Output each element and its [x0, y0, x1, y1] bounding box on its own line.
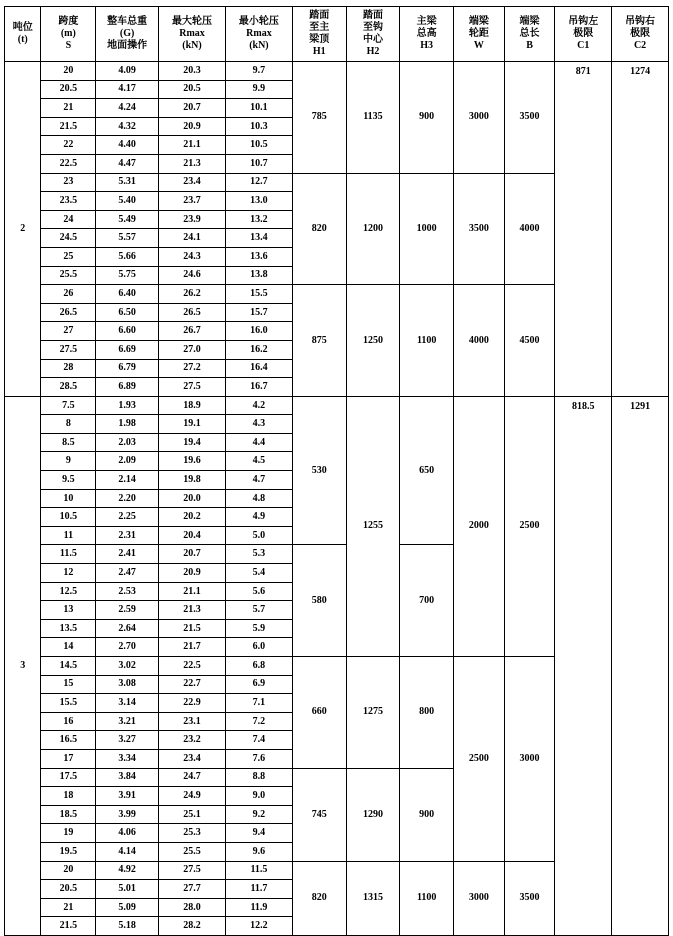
cell-g: 2.14 [96, 471, 159, 490]
cell-rmax: 25.3 [159, 824, 226, 843]
cell-c2: 1291 [612, 396, 669, 935]
cell-span: 22 [41, 136, 96, 155]
column-header-line: 极限 [573, 28, 594, 40]
cell-h3: 1100 [400, 285, 454, 397]
cell-g: 3.84 [96, 768, 159, 787]
cell-h2: 1290 [346, 768, 400, 861]
cell-rmax: 20.9 [159, 564, 226, 583]
cell-g: 3.21 [96, 712, 159, 731]
cell-b: 2500 [504, 396, 555, 656]
cell-span: 26.5 [41, 303, 96, 322]
cell-h3: 1100 [400, 861, 454, 935]
cell-g: 6.79 [96, 359, 159, 378]
cell-rmax: 19.6 [159, 452, 226, 471]
cell-g: 5.49 [96, 210, 159, 229]
column-header-line: 中心 [362, 34, 383, 45]
cell-h3: 900 [400, 768, 454, 861]
cell-span: 18 [41, 787, 96, 806]
cell-span: 13 [41, 601, 96, 620]
cell-h1: 875 [292, 285, 346, 397]
cell-rmin: 13.8 [225, 266, 292, 285]
table-header-row [5, 7, 669, 62]
cell-rmin: 13.2 [225, 210, 292, 229]
cell-span: 16 [41, 712, 96, 731]
cell-rmax: 23.7 [159, 192, 226, 211]
cell-span: 25.5 [41, 266, 96, 285]
cell-rmin: 4.8 [225, 489, 292, 508]
cell-rmax: 22.5 [159, 657, 226, 676]
cell-rmin: 4.4 [225, 433, 292, 452]
table-body [5, 62, 669, 936]
tonnage-cell: 3 [5, 396, 41, 935]
cell-rmax: 21.5 [159, 619, 226, 638]
cell-rmin: 12.2 [225, 917, 292, 936]
cell-rmax: 23.4 [159, 173, 226, 192]
cell-g: 2.64 [96, 619, 159, 638]
cell-span: 23 [41, 173, 96, 192]
column-header-line: 踏面 [362, 10, 383, 22]
cell-c1: 818.5 [555, 396, 612, 935]
column-header-line: C2 [633, 39, 647, 51]
cell-span: 15 [41, 675, 96, 694]
cell-rmax: 27.0 [159, 340, 226, 359]
cell-rmax: 21.3 [159, 601, 226, 620]
cell-rmin: 5.3 [225, 545, 292, 564]
cell-g: 3.02 [96, 657, 159, 676]
cell-rmax: 21.3 [159, 154, 226, 173]
cell-rmax: 22.7 [159, 675, 226, 694]
cell-w: 4000 [454, 285, 505, 397]
cell-rmax: 19.8 [159, 471, 226, 490]
column-header-line: S [65, 39, 72, 51]
cell-rmax: 23.9 [159, 210, 226, 229]
cell-g: 5.31 [96, 173, 159, 192]
cell-span: 28.5 [41, 378, 96, 397]
cell-rmin: 5.7 [225, 601, 292, 620]
column-header-rmin [225, 7, 292, 62]
column-header-line: 总高 [416, 28, 437, 40]
cell-g: 3.91 [96, 787, 159, 806]
cell-g: 2.20 [96, 489, 159, 508]
cell-w: 2500 [454, 657, 505, 862]
cell-span: 15.5 [41, 694, 96, 713]
cell-rmax: 21.7 [159, 638, 226, 657]
cell-rmin: 13.4 [225, 229, 292, 248]
cell-h2: 1135 [346, 62, 400, 174]
cell-g: 3.99 [96, 805, 159, 824]
column-header-line: H3 [420, 39, 434, 51]
cell-rmin: 7.6 [225, 749, 292, 768]
cell-g: 2.09 [96, 452, 159, 471]
cell-g: 2.53 [96, 582, 159, 601]
cell-rmin: 11.9 [225, 898, 292, 917]
column-header-line: 端梁 [468, 16, 489, 28]
cell-rmin: 11.7 [225, 880, 292, 899]
cell-rmin: 4.2 [225, 396, 292, 415]
cell-rmax: 20.2 [159, 508, 226, 527]
crane-spec-table [4, 6, 669, 936]
cell-rmax: 24.6 [159, 266, 226, 285]
column-header-rmax [159, 7, 226, 62]
cell-g: 4.32 [96, 117, 159, 136]
cell-rmin: 11.5 [225, 861, 292, 880]
cell-span: 20.5 [41, 880, 96, 899]
cell-span: 24.5 [41, 229, 96, 248]
cell-rmin: 7.2 [225, 712, 292, 731]
cell-g: 4.24 [96, 99, 159, 118]
cell-h1: 530 [292, 396, 346, 545]
cell-rmin: 9.4 [225, 824, 292, 843]
cell-rmin: 16.2 [225, 340, 292, 359]
cell-rmax: 19.4 [159, 433, 226, 452]
cell-rmax: 25.5 [159, 842, 226, 861]
cell-rmax: 23.2 [159, 731, 226, 750]
column-header-line: W [473, 39, 484, 51]
table-row [5, 396, 669, 415]
cell-rmax: 25.1 [159, 805, 226, 824]
cell-span: 11.5 [41, 545, 96, 564]
cell-g: 5.57 [96, 229, 159, 248]
tonnage-cell: 2 [5, 62, 41, 397]
cell-rmax: 23.1 [159, 712, 226, 731]
column-header-line: 主梁 [416, 16, 437, 28]
cell-rmin: 15.7 [225, 303, 292, 322]
cell-span: 9 [41, 452, 96, 471]
cell-rmax: 20.7 [159, 545, 226, 564]
cell-span: 19 [41, 824, 96, 843]
cell-w: 3500 [454, 173, 505, 285]
column-header-b [504, 7, 555, 62]
column-header-line: 吊钩右 [625, 16, 656, 28]
cell-g: 3.08 [96, 675, 159, 694]
cell-span: 18.5 [41, 805, 96, 824]
column-header-line: 踏面 [309, 10, 330, 22]
cell-rmax: 24.7 [159, 768, 226, 787]
cell-span: 26 [41, 285, 96, 304]
column-header-line: B [526, 39, 533, 51]
cell-rmax: 19.1 [159, 415, 226, 434]
cell-rmin: 10.5 [225, 136, 292, 155]
cell-span: 11 [41, 526, 96, 545]
cell-span: 24 [41, 210, 96, 229]
cell-g: 6.60 [96, 322, 159, 341]
cell-rmin: 9.9 [225, 80, 292, 99]
cell-rmax: 27.5 [159, 378, 226, 397]
cell-rmin: 6.0 [225, 638, 292, 657]
cell-rmax: 26.5 [159, 303, 226, 322]
cell-rmax: 20.9 [159, 117, 226, 136]
column-header-w [454, 7, 505, 62]
cell-span: 27.5 [41, 340, 96, 359]
cell-span: 16.5 [41, 731, 96, 750]
cell-h3: 650 [400, 396, 454, 545]
cell-g: 4.09 [96, 62, 159, 81]
cell-span: 21 [41, 99, 96, 118]
cell-g: 2.31 [96, 526, 159, 545]
cell-rmax: 26.2 [159, 285, 226, 304]
cell-rmax: 20.3 [159, 62, 226, 81]
cell-g: 2.41 [96, 545, 159, 564]
cell-span: 17.5 [41, 768, 96, 787]
cell-span: 10 [41, 489, 96, 508]
cell-rmin: 5.4 [225, 564, 292, 583]
column-header-line: 梁顶 [309, 34, 330, 45]
cell-span: 8 [41, 415, 96, 434]
cell-h1: 820 [292, 173, 346, 285]
cell-h1: 820 [292, 861, 346, 935]
table-header [5, 7, 669, 62]
cell-rmax: 28.0 [159, 898, 226, 917]
cell-g: 3.27 [96, 731, 159, 750]
cell-rmax: 23.4 [159, 749, 226, 768]
cell-h3: 1000 [400, 173, 454, 285]
cell-h2: 1255 [346, 396, 400, 656]
column-header-h3 [400, 7, 454, 62]
cell-rmin: 9.0 [225, 787, 292, 806]
cell-rmin: 12.7 [225, 173, 292, 192]
column-header-line: (m) [60, 28, 76, 40]
cell-rmax: 24.3 [159, 247, 226, 266]
cell-g: 3.34 [96, 749, 159, 768]
cell-span: 19.5 [41, 842, 96, 861]
cell-span: 12 [41, 564, 96, 583]
cell-rmin: 7.1 [225, 694, 292, 713]
cell-w: 3000 [454, 861, 505, 935]
cell-span: 9.5 [41, 471, 96, 490]
column-header-line: 极限 [630, 28, 651, 40]
cell-g: 6.89 [96, 378, 159, 397]
cell-rmin: 4.9 [225, 508, 292, 527]
cell-span: 17 [41, 749, 96, 768]
column-header-line: H1 [312, 45, 326, 57]
cell-h1: 660 [292, 657, 346, 769]
cell-h2: 1250 [346, 285, 400, 397]
cell-rmin: 4.3 [225, 415, 292, 434]
column-header-c1 [555, 7, 612, 62]
cell-rmin: 5.6 [225, 582, 292, 601]
cell-g: 4.47 [96, 154, 159, 173]
cell-rmax: 21.1 [159, 136, 226, 155]
cell-rmax: 21.1 [159, 582, 226, 601]
cell-g: 1.98 [96, 415, 159, 434]
cell-h1: 580 [292, 545, 346, 657]
column-header-span [41, 7, 96, 62]
cell-span: 10.5 [41, 508, 96, 527]
cell-g: 5.40 [96, 192, 159, 211]
cell-span: 14 [41, 638, 96, 657]
cell-h3: 900 [400, 62, 454, 174]
cell-g: 2.25 [96, 508, 159, 527]
cell-g: 2.47 [96, 564, 159, 583]
column-header-line: 最大轮压 [172, 16, 213, 28]
cell-rmin: 9.7 [225, 62, 292, 81]
cell-g: 2.70 [96, 638, 159, 657]
cell-rmin: 13.0 [225, 192, 292, 211]
cell-span: 8.5 [41, 433, 96, 452]
column-header-line: 吨位 [12, 22, 33, 34]
cell-g: 4.14 [96, 842, 159, 861]
column-header-line: (t) [17, 34, 28, 45]
cell-rmax: 27.7 [159, 880, 226, 899]
cell-g: 6.69 [96, 340, 159, 359]
cell-g: 4.40 [96, 136, 159, 155]
column-header-line: (G) [119, 28, 135, 40]
column-header-total_weight [96, 7, 159, 62]
cell-rmax: 22.9 [159, 694, 226, 713]
cell-span: 21.5 [41, 917, 96, 936]
cell-b: 3000 [504, 657, 555, 862]
cell-span: 21 [41, 898, 96, 917]
cell-rmin: 9.2 [225, 805, 292, 824]
cell-rmax: 28.2 [159, 917, 226, 936]
cell-g: 5.75 [96, 266, 159, 285]
cell-rmax: 20.4 [159, 526, 226, 545]
cell-g: 4.92 [96, 861, 159, 880]
column-header-line: Rmax [179, 28, 205, 40]
column-header-line: 最小轮压 [238, 16, 279, 28]
cell-g: 4.06 [96, 824, 159, 843]
cell-b: 3500 [504, 861, 555, 935]
cell-rmax: 20.7 [159, 99, 226, 118]
cell-h2: 1315 [346, 861, 400, 935]
cell-w: 2000 [454, 396, 505, 656]
cell-g: 5.18 [96, 917, 159, 936]
cell-g: 4.17 [96, 80, 159, 99]
cell-h3: 700 [400, 545, 454, 657]
column-header-line: 总长 [519, 28, 540, 40]
cell-rmax: 18.9 [159, 396, 226, 415]
cell-span: 20 [41, 861, 96, 880]
cell-c2: 1274 [612, 62, 669, 397]
cell-rmin: 9.6 [225, 842, 292, 861]
column-header-line: 轮距 [468, 28, 489, 40]
cell-rmin: 6.9 [225, 675, 292, 694]
cell-rmin: 16.0 [225, 322, 292, 341]
cell-rmin: 8.8 [225, 768, 292, 787]
cell-b: 3500 [504, 62, 555, 174]
cell-rmax: 27.5 [159, 861, 226, 880]
cell-span: 20 [41, 62, 96, 81]
cell-span: 13.5 [41, 619, 96, 638]
column-header-line: 至主 [309, 22, 330, 34]
cell-rmin: 5.0 [225, 526, 292, 545]
cell-w: 3000 [454, 62, 505, 174]
cell-rmin: 4.7 [225, 471, 292, 490]
column-header-line: 跨度 [58, 16, 79, 28]
column-header-line: (kN) [182, 39, 202, 51]
cell-rmax: 27.2 [159, 359, 226, 378]
cell-h1: 745 [292, 768, 346, 861]
cell-span: 14.5 [41, 657, 96, 676]
cell-rmin: 16.7 [225, 378, 292, 397]
column-header-line: H2 [366, 45, 380, 57]
cell-rmin: 6.8 [225, 657, 292, 676]
cell-rmin: 4.5 [225, 452, 292, 471]
cell-span: 20.5 [41, 80, 96, 99]
column-header-line: C1 [577, 39, 590, 51]
column-header-line: Rmax [246, 28, 272, 40]
cell-g: 5.09 [96, 898, 159, 917]
cell-rmin: 16.4 [225, 359, 292, 378]
cell-span: 12.5 [41, 582, 96, 601]
cell-g: 2.03 [96, 433, 159, 452]
cell-span: 28 [41, 359, 96, 378]
cell-rmax: 24.9 [159, 787, 226, 806]
cell-g: 6.50 [96, 303, 159, 322]
cell-b: 4500 [504, 285, 555, 397]
column-header-line: 吊钩左 [568, 16, 599, 28]
cell-g: 6.40 [96, 285, 159, 304]
cell-span: 7.5 [41, 396, 96, 415]
column-header-line: 整车总重 [107, 16, 148, 28]
cell-rmin: 13.6 [225, 247, 292, 266]
cell-span: 27 [41, 322, 96, 341]
cell-rmin: 15.5 [225, 285, 292, 304]
cell-g: 2.59 [96, 601, 159, 620]
column-header-line: (kN) [249, 39, 269, 51]
cell-h2: 1200 [346, 173, 400, 285]
column-header-h2 [346, 7, 400, 62]
cell-rmax: 20.5 [159, 80, 226, 99]
table-row [5, 62, 669, 81]
cell-rmax: 24.1 [159, 229, 226, 248]
cell-span: 25 [41, 247, 96, 266]
cell-h1: 785 [292, 62, 346, 174]
cell-rmin: 10.1 [225, 99, 292, 118]
cell-rmin: 10.7 [225, 154, 292, 173]
cell-rmin: 10.3 [225, 117, 292, 136]
cell-h2: 1275 [346, 657, 400, 769]
column-header-line: 地面操作 [107, 39, 148, 51]
column-header-line: 端梁 [519, 16, 540, 28]
cell-span: 23.5 [41, 192, 96, 211]
cell-g: 5.01 [96, 880, 159, 899]
cell-rmax: 20.0 [159, 489, 226, 508]
cell-span: 22.5 [41, 154, 96, 173]
cell-h3: 800 [400, 657, 454, 769]
cell-rmin: 7.4 [225, 731, 292, 750]
column-header-tonnage [5, 7, 41, 62]
cell-g: 1.93 [96, 396, 159, 415]
cell-rmin: 5.9 [225, 619, 292, 638]
cell-g: 3.14 [96, 694, 159, 713]
column-header-line: 至钩 [362, 22, 383, 34]
column-header-c2 [612, 7, 669, 62]
cell-span: 21.5 [41, 117, 96, 136]
column-header-h1 [292, 7, 346, 62]
cell-b: 4000 [504, 173, 555, 285]
cell-rmax: 26.7 [159, 322, 226, 341]
cell-g: 5.66 [96, 247, 159, 266]
cell-c1: 871 [555, 62, 612, 397]
